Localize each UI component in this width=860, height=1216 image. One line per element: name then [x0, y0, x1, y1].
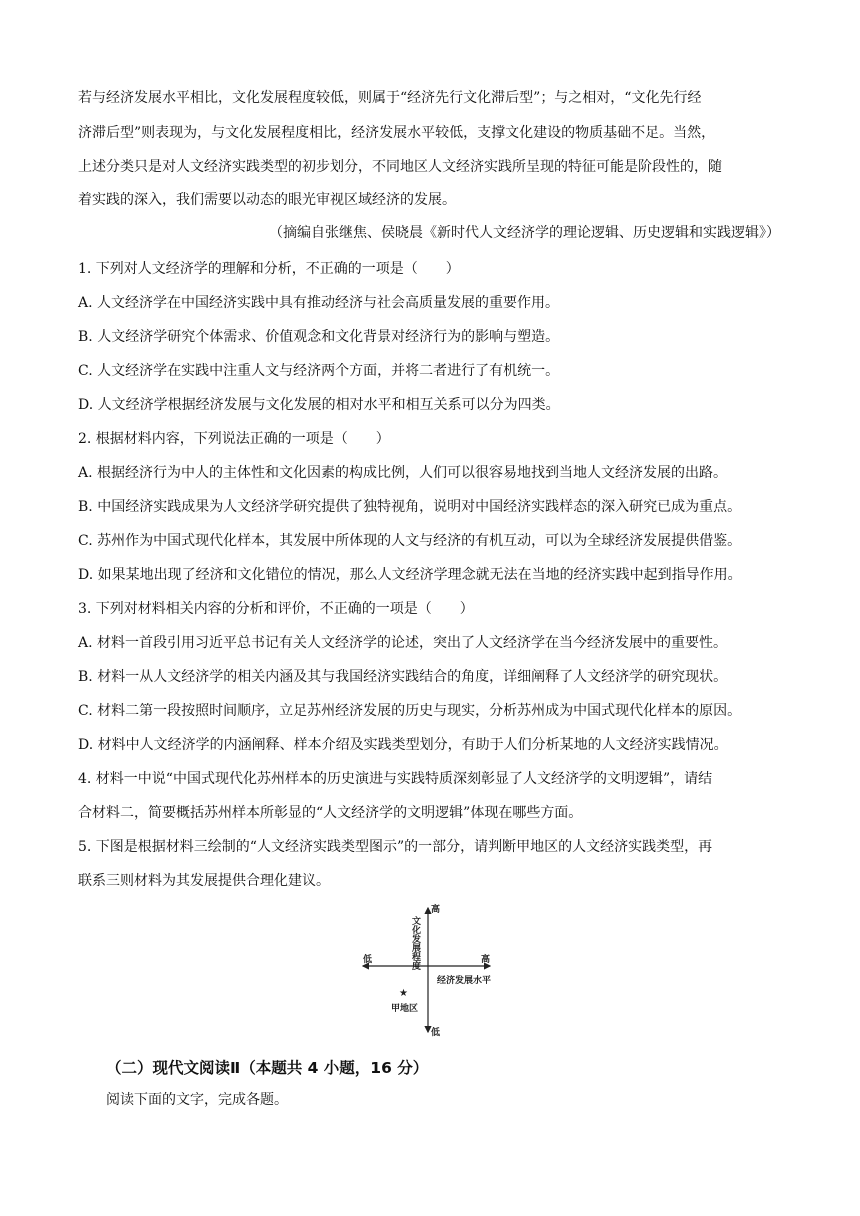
point-marker: ★: [399, 988, 408, 999]
option-d: D. 如果某地出现了经济和文化错位的情况，那么人文经济学理念就无法在当地的经济实践中起到指导作用。: [78, 567, 742, 583]
option-b: B. 材料一从人文经济学的相关内涵及其与我国经济实践结合的角度，详细阐释了人文经济学的研究现状。: [78, 669, 728, 685]
option-d: D. 材料中人文经济学的内涵阐释、样本介绍及实践类型划分，有助于人们分析某地的人文经济实践情况。: [78, 737, 728, 753]
option-b: B. 中国经济实践成果为人文经济学研究提供了独特视角，说明对中国经济实践样态的深入研究已成为重点。: [78, 499, 742, 515]
section-heading: （二）现代文阅读Ⅱ（本题共 4 小题，16 分）: [106, 1059, 429, 1077]
question-stem: 2. 根据材料内容，下列说法正确的一项是（ ）: [78, 431, 390, 447]
x-axis-title: 经济发展水平: [437, 976, 492, 986]
question-stem: 5. 下图是根据材料三绘制的“人文经济实践类型图示”的一部分，请判断甲地区的人文经济实践类型，再: [78, 839, 713, 855]
passage-line: 济滞后型”则表现为，与文化发展程度相比，经济发展水平较低，支撑文化建设的物质基础不足。当然，: [78, 125, 716, 141]
option-a: A. 根据经济行为中人的主体性和文化因素的构成比例，人们可以很容易地找到当地人文经济发展的出路。: [78, 465, 728, 481]
option-c: C. 材料二第一段按照时间顺序，立足苏州经济发展的历史与现实，分析苏州成为中国式现代化样本的原因。: [78, 703, 742, 719]
practice-type-diagram: [355, 898, 505, 1038]
x-high-label: 高: [481, 955, 491, 965]
option-d: D. 人文经济学根据经济发展与文化发展的相对水平和相互关系可以分为四类。: [78, 397, 560, 413]
y-low-label: 低: [431, 1028, 441, 1038]
option-a: A. 人文经济学在中国经济实践中具有推动经济与社会高质量发展的重要作用。: [78, 295, 560, 311]
option-b: B. 人文经济学研究个体需求、价值观念和文化背景对经济行为的影响与塑造。: [78, 329, 560, 345]
passage-line: 若与经济发展水平相比，文化发展程度较低，则属于“经济先行文化滞后型”；与之相对，“文化先行经: [78, 90, 702, 106]
section-instruction: 阅读下面的文字，完成各题。: [106, 1092, 288, 1108]
y-high-label: 高: [431, 905, 441, 915]
question-stem: 3. 下列对材料相关内容的分析和评价，不正确的一项是（ ）: [78, 601, 474, 617]
question-stem: 4. 材料一中说“中国式现代化苏州样本的历史演进与实践特质深刻彰显了人文经济学的文明逻辑”，请结: [78, 771, 713, 787]
x-low-label: 低: [363, 955, 373, 965]
passage-line: 着实践的深入，我们需要以动态的眼光审视区域经济的发展。: [78, 192, 456, 208]
option-c: C. 苏州作为中国式现代化样本，其发展中所体现的人文与经济的有机互动，可以为全球经济发展提供借鉴。: [78, 533, 742, 549]
option-c: C. 人文经济学在实践中注重人文与经济两个方面，并将二者进行了有机统一。: [78, 363, 560, 379]
y-axis-title: 文化发展程度: [410, 916, 420, 970]
passage-line: 上述分类只是对人文经济实践类型的初步划分，不同地区人文经济实践所呈现的特征可能是阶段性的，随: [78, 159, 722, 175]
question-stem-cont: 联系三则材料为其发展提供合理化建议。: [78, 873, 330, 889]
question-stem-cont: 合材料二，简要概括苏州样本所彰显的“人文经济学的文明逻辑”体现在哪些方面。: [78, 805, 583, 821]
question-stem: 1. 下列对人文经济学的理解和分析，不正确的一项是（ ）: [78, 261, 460, 277]
point-label: 甲地区: [391, 1004, 419, 1014]
option-a: A. 材料一首段引用习近平总书记有关人文经济学的论述，突出了人文经济学在当今经济发展中的重要性。: [78, 635, 728, 651]
passage-source: （摘编自张继焦、侯晓晨《新时代人文经济学的理论逻辑、历史逻辑和实践逻辑》）: [269, 225, 780, 241]
